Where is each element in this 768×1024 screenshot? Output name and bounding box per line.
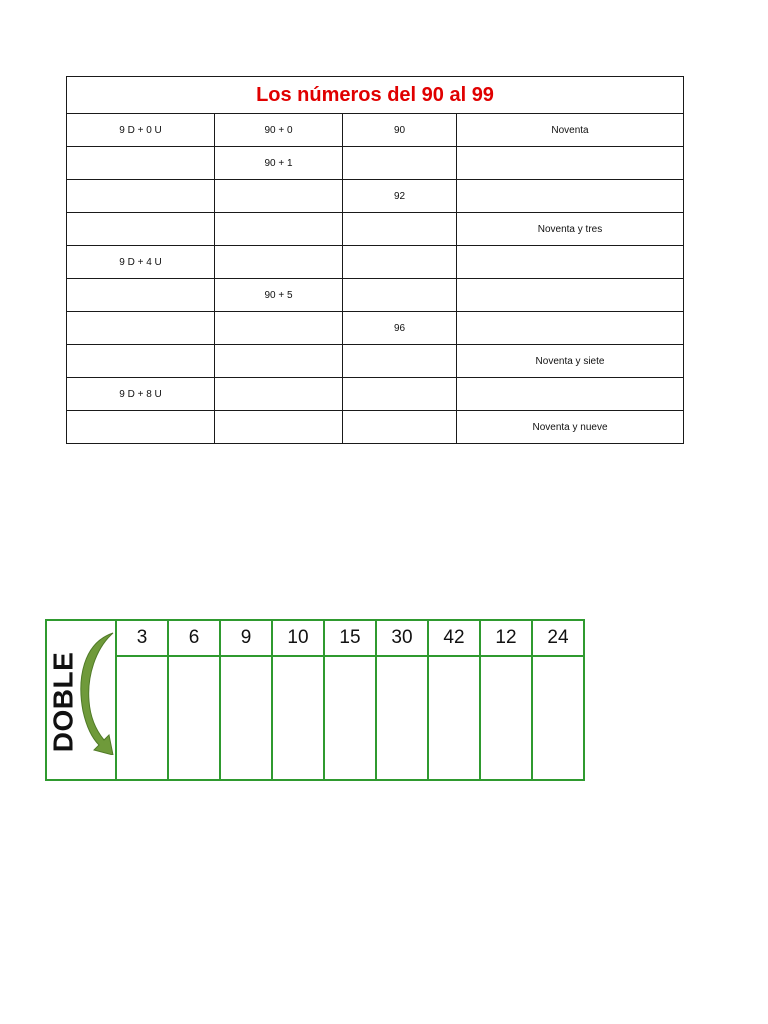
table-row xyxy=(67,279,684,312)
table-row xyxy=(67,180,684,213)
doble-answer-cell[interactable] xyxy=(116,656,168,780)
decomposition-cell[interactable] xyxy=(67,180,215,213)
doble-answer-cell[interactable] xyxy=(324,656,376,780)
doble-label-text: DOBLE xyxy=(47,651,78,753)
table-row xyxy=(67,246,684,279)
decomposition-cell[interactable] xyxy=(67,213,215,246)
decomposition-cell[interactable]: 9 D + 4 U xyxy=(67,246,215,279)
sum-cell[interactable] xyxy=(215,345,343,378)
table-row xyxy=(67,213,684,246)
word-cell[interactable] xyxy=(457,180,684,213)
sum-cell[interactable] xyxy=(215,246,343,279)
decomposition-cell[interactable]: 9 D + 8 U xyxy=(67,378,215,411)
decomposition-cell[interactable] xyxy=(67,279,215,312)
number-cell[interactable] xyxy=(343,411,457,444)
doble-answer-cell[interactable] xyxy=(168,656,220,780)
word-cell[interactable] xyxy=(457,378,684,411)
doble-number: 12 xyxy=(480,620,532,656)
number-cell[interactable] xyxy=(343,213,457,246)
doble-exercise xyxy=(45,619,585,781)
table-row xyxy=(67,147,684,180)
doble-answer-cell[interactable] xyxy=(220,656,272,780)
doble-answers-row xyxy=(46,656,584,780)
sum-cell[interactable] xyxy=(215,411,343,444)
doble-answer-cell[interactable] xyxy=(272,656,324,780)
doble-answer-cell[interactable] xyxy=(480,656,532,780)
doble-number: 15 xyxy=(324,620,376,656)
doble-answer-cell[interactable] xyxy=(428,656,480,780)
doble-number: 3 xyxy=(116,620,168,656)
doble-number: 24 xyxy=(532,620,584,656)
doble-answer-cell[interactable] xyxy=(376,656,428,780)
doble-number: 42 xyxy=(428,620,480,656)
word-cell[interactable]: Noventa xyxy=(457,114,684,147)
number-cell[interactable] xyxy=(343,378,457,411)
sum-cell[interactable] xyxy=(215,378,343,411)
number-cell[interactable]: 96 xyxy=(343,312,457,345)
number-cell[interactable]: 92 xyxy=(343,180,457,213)
number-cell[interactable] xyxy=(343,147,457,180)
doble-number: 10 xyxy=(272,620,324,656)
sum-cell[interactable] xyxy=(215,312,343,345)
sum-cell[interactable]: 90 + 0 xyxy=(215,114,343,147)
sum-cell[interactable] xyxy=(215,180,343,213)
doble-label xyxy=(47,651,78,753)
decomposition-cell[interactable] xyxy=(67,411,215,444)
decomposition-cell[interactable] xyxy=(67,345,215,378)
decomposition-cell[interactable] xyxy=(67,147,215,180)
word-cell[interactable]: Noventa y nueve xyxy=(457,411,684,444)
doble-answer-cell[interactable] xyxy=(532,656,584,780)
doble-number: 9 xyxy=(220,620,272,656)
table-row xyxy=(67,345,684,378)
number-cell[interactable] xyxy=(343,246,457,279)
doble-numbers-row xyxy=(46,620,584,656)
table-row xyxy=(67,411,684,444)
number-cell[interactable] xyxy=(343,279,457,312)
word-cell[interactable]: Noventa y tres xyxy=(457,213,684,246)
word-cell[interactable] xyxy=(457,246,684,279)
table-row xyxy=(67,312,684,345)
sum-cell[interactable]: 90 + 5 xyxy=(215,279,343,312)
sum-cell[interactable] xyxy=(215,213,343,246)
doble-label-cell xyxy=(46,620,116,780)
word-cell[interactable] xyxy=(457,279,684,312)
word-cell[interactable]: Noventa y siete xyxy=(457,345,684,378)
word-cell[interactable] xyxy=(457,312,684,345)
worksheet-title: Los números del 90 al 99 xyxy=(67,77,684,114)
decomposition-cell[interactable] xyxy=(67,312,215,345)
number-cell[interactable]: 90 xyxy=(343,114,457,147)
word-cell[interactable] xyxy=(457,147,684,180)
worksheet-title-row xyxy=(67,77,684,114)
curved-arrow-icon xyxy=(73,631,117,755)
table-row xyxy=(67,114,684,147)
doble-number: 30 xyxy=(376,620,428,656)
number-cell[interactable] xyxy=(343,345,457,378)
table-row xyxy=(67,378,684,411)
numbers-worksheet-table xyxy=(66,76,684,444)
doble-table xyxy=(45,619,585,781)
sum-cell[interactable]: 90 + 1 xyxy=(215,147,343,180)
decomposition-cell[interactable]: 9 D + 0 U xyxy=(67,114,215,147)
doble-number: 6 xyxy=(168,620,220,656)
